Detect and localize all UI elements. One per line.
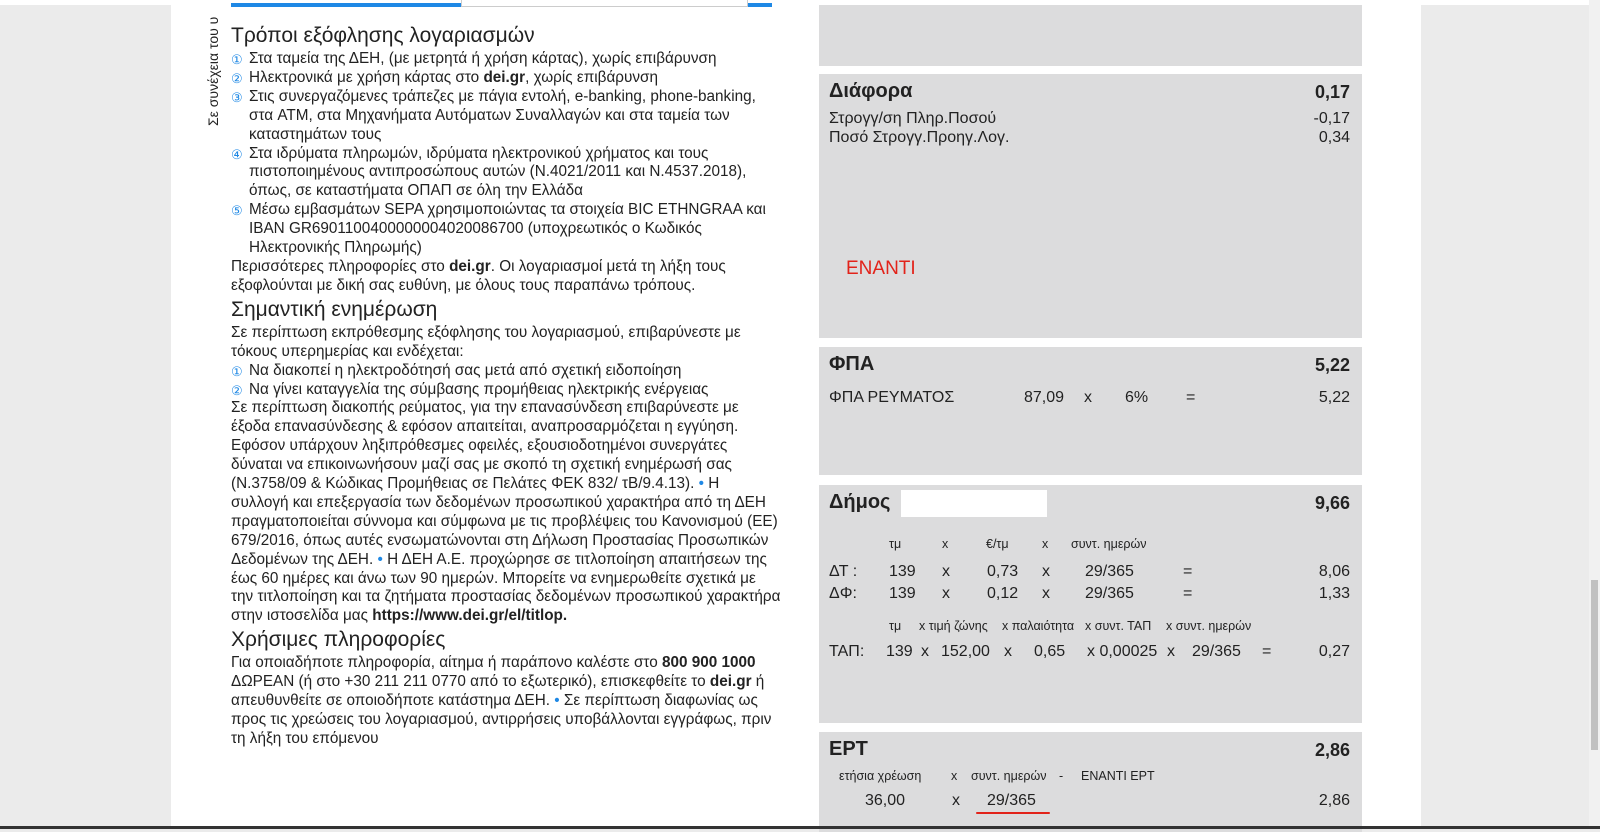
ert-total: 2,86 — [1314, 740, 1350, 760]
ert-days: 29/365 — [987, 792, 1036, 809]
tap-value: 0,27 — [1318, 643, 1350, 660]
scrollbar-thumb[interactable] — [1591, 580, 1598, 750]
df-times: x — [1042, 585, 1050, 602]
payment-method-item — [231, 88, 781, 145]
fpa-title: ΦΠΑ — [829, 353, 875, 375]
df-label: ΔΦ: — [829, 585, 857, 602]
ert-title: ΕΡΤ — [829, 738, 868, 760]
fpa-equals: = — [1186, 389, 1196, 406]
number-badge: ④ — [231, 146, 243, 162]
df-value: 1,33 — [1318, 585, 1350, 602]
redacted-field — [901, 490, 1047, 517]
tap-hdr: x τιμή ζώνης — [919, 619, 988, 633]
payment-method-item — [231, 201, 781, 258]
ert-times: x — [952, 792, 960, 809]
previous-box — [819, 5, 1362, 66]
fpa-total: 5,22 — [1314, 355, 1350, 375]
dt-tm: 139 — [889, 563, 916, 580]
df-equals: = — [1183, 585, 1193, 602]
important-notice-list — [231, 362, 781, 400]
ert-box — [819, 732, 1362, 832]
diafora-title: Διάφορα — [829, 80, 913, 102]
left-column — [231, 22, 781, 749]
tap-label: ΤΑΠ: — [829, 643, 865, 660]
payment-method-item — [231, 145, 781, 202]
tap-coef: x 0,00025 — [1087, 643, 1158, 660]
vertical-scrollbar[interactable] — [1589, 0, 1600, 829]
tap-hdr: x παλαιότητα — [1002, 619, 1075, 633]
diafora-enanti-note: ΕΝΑΝΤΙ — [846, 258, 916, 279]
ert-hdr: ΕΝΑΝΤΙ ΕΡΤ — [1081, 769, 1155, 783]
vertical-note — [205, 0, 225, 130]
tap-age: 0,65 — [1034, 643, 1066, 660]
tap-times: x — [1167, 643, 1175, 660]
dimos-hdr: €/τμ — [986, 537, 1009, 551]
ert-hdr: συντ. ημερών — [971, 769, 1047, 783]
dt-equals: = — [1183, 563, 1193, 580]
tap-tm: 139 — [886, 643, 913, 660]
payment-method-item-text: Στα ταμεία της ΔΕΗ, (με μετρητά ή χρήση κάρτας), χωρίς επιβάρυνση — [249, 50, 717, 67]
important-notice-intro: Σε περίπτωση εκπρόθεσμης εξόφλησης του λογαριασμού, επιβαρύνεστε με τόκους υπερημερίας και ενδέχεται: — [231, 323, 741, 360]
ert-days-underline — [976, 812, 1050, 814]
ert-hdr: x — [951, 769, 958, 783]
tap-hdr: x συντ. ΤΑΠ — [1085, 619, 1152, 633]
fpa-base: 87,09 — [1024, 389, 1065, 406]
diafora-row-value: -0,17 — [1313, 110, 1350, 127]
dimos-hdr: x — [1042, 537, 1049, 551]
dt-times: x — [1042, 563, 1050, 580]
payment-method-item — [231, 50, 781, 69]
df-times: x — [942, 585, 950, 602]
dimos-title: Δήμος — [829, 491, 891, 513]
diafora-box — [819, 74, 1362, 338]
important-notice-body: Σε περίπτωση διακοπής ρεύματος, για την επανασύνδεση επιβαρύνεστε με έξοδα επανασύνδεσης & εφόσον απαιτείται, αναπροσαρμόζεται η εγγύηση. Εφόσον υπάρχουν ληξιπρόθεσμες οφειλές, εξουσιοδοτημένοι συνεργάτες δύναται να επικοινωνήσουν μαζί σας με σκοπό τη σχετική ενημέρωσή σας (Ν.3758/09 & Κώδικας Προμήθειας σε Πελάτες ΦΕΚ 832/ τΒ/9.4.13). • Η συλλογή και επεξεργασία των δεδομένων προσωπικού χαρακτήρα από τη ΔΕΗ πραγματοποιείται σύννομα και σύμφωνα με τις προβλέψεις του Κανονισμού (ΕΕ) 679/2016, όπως αυτές ενσωματώνονται στη Δήλωση Προστασίας Προσωπικών Δεδομένων της ΔΕΗ. • Η ΔΕΗ Α.Ε. προχώρησε σε τιτλοποίηση απαιτήσεων της έως 60 ημέρες και άνω των 90 ημερών. Μπορείτε να ενημερωθείτε σχετικά με την τιτλοποίηση και τα ζητήματα προστασίας δεδομένων προσωπικού χαρακτήρα στην ιστοσελίδα μας https://www.dei.gr/el/titlop. — [231, 399, 781, 625]
tap-times: x — [1004, 643, 1012, 660]
useful-info-body: Για οποιαδήποτε πληροφορία, αίτημα ή παράπονο καλέστε στο 800 900 1000 ΔΩΡΕΑΝ (ή στο +30 211 211 0770 από το εξωτερικό), επισκεφθείτε το dei.gr ή απευθυνθείτε σε οποιοδήποτε κατάστημα ΔΕΗ. • Σε περίπτωση διαφωνίας ως προς τις χρεώσεις του λογαριασμού, αντιρρήσεις υποβάλλονται εγγράφως, πριν τη λήξη του επόμενου — [231, 654, 772, 747]
dt-label: ΔΤ : — [829, 563, 858, 580]
fpa-rate: 6% — [1125, 389, 1149, 406]
notice-item-text: Να γίνει καταγγελία της σύμβασης προμήθειας ηλεκτρικής ενέργειας — [249, 380, 709, 398]
fpa-times: x — [1084, 389, 1092, 406]
number-badge: ② — [231, 382, 243, 398]
diafora-row-label: Στρογγ/ση Πληρ.Ποσού — [829, 110, 997, 127]
ert-hdr: ετήσια χρέωση — [839, 769, 922, 783]
dt-times: x — [942, 563, 950, 580]
dimos-box — [819, 485, 1362, 723]
notice-item-text: Να διακοπεί η ηλεκτροδότησή σας μετά από σχετική ειδοποίηση — [249, 361, 682, 379]
number-badge: ③ — [231, 89, 243, 105]
tap-days: 29/365 — [1192, 643, 1241, 660]
payment-method-item-text: Στα ιδρύματα πληρωμών, ιδρύματα ηλεκτρονικού χρήματος και τους πιστοποιημένους αντιπροσώπους αυτών (Ν.4021/2011 και Ν.4537.2018), όπως, σε καταστήματα ΟΠΑΠ σε όλη την Ελλάδα — [249, 144, 747, 200]
important-notice-title: Σημαντική ενημέρωση — [231, 297, 438, 321]
diafora-row-value: 0,34 — [1318, 129, 1350, 146]
ert-hdr: - — [1059, 769, 1064, 783]
df-days: 29/365 — [1085, 585, 1134, 602]
tap-zone: 152,00 — [941, 643, 990, 660]
tap-equals: = — [1262, 643, 1272, 660]
tap-hdr: x συντ. ημερών — [1166, 619, 1252, 633]
df-tm: 139 — [889, 585, 916, 602]
diafora-row-label: Ποσό Στρογγ.Προηγ.Λογ. — [829, 129, 1010, 146]
fpa-box — [819, 347, 1362, 475]
diafora-total: 0,17 — [1314, 82, 1350, 102]
dimos-hdr: τμ — [889, 537, 902, 551]
number-badge: ⑤ — [231, 203, 243, 219]
vertical-note-text: Σε συνέχεια του υ — [205, 16, 221, 126]
notice-item — [231, 362, 781, 381]
dimos-hdr: x — [942, 537, 949, 551]
tap-times: x — [921, 643, 929, 660]
number-badge: ② — [231, 70, 243, 86]
fpa-value: 5,22 — [1318, 389, 1350, 406]
dt-days: 29/365 — [1085, 563, 1134, 580]
tap-hdr: τμ — [889, 619, 902, 633]
dt-value: 8,06 — [1318, 563, 1350, 580]
ert-annual: 36,00 — [865, 792, 906, 809]
payment-method-item-text: Στις συνεργαζόμενες τράπεζες με πάγια εντολή, e-banking, phone-banking, στα ATM, στα Μηχανήματα Αυτόματων Συναλλαγών και στα ταμεία των καταστημάτων τους — [249, 87, 756, 143]
payment-method-item — [231, 69, 781, 88]
dimos-hdr: συντ. ημερών — [1071, 537, 1147, 551]
payment-method-item-text: Μέσω εμβασμάτων SEPA χρησιμοποιώντας τα στοιχεία BIC ETHNGRAA και IBAN GR6901100400000004020086700 (υποχρεωτικός ο Κωδικός Ηλεκτρονικής Πληρωμής) — [249, 201, 766, 257]
df-rate: 0,12 — [987, 585, 1019, 602]
dt-rate: 0,73 — [987, 563, 1019, 580]
number-badge: ① — [231, 363, 243, 379]
useful-info-title: Χρήσιμες πληροφορίες — [231, 628, 446, 652]
payment-methods-list — [231, 50, 781, 258]
dimos-total: 9,66 — [1314, 493, 1350, 513]
notice-item — [231, 381, 781, 400]
fpa-label: ΦΠΑ ΡΕΥΜΑΤΟΣ — [829, 389, 955, 406]
header-tab — [461, 0, 748, 7]
ert-value: 2,86 — [1318, 792, 1350, 809]
payment-method-item-text: Ηλεκτρονικά με χρήση κάρτας στο dei.gr, χωρίς επιβάρυνση — [249, 68, 658, 86]
number-badge: ① — [231, 52, 243, 67]
payment-more-info: Περισσότερες πληροφορίες στο dei.gr. Οι λογαριασμοί μετά τη λήξη τους εξοφλούνται με δική σας ευθύνη, με όλους τους παραπάνω τρόπους. — [231, 257, 726, 294]
payment-methods-title: Τρόποι εξόφλησης λογαριασμών — [231, 24, 535, 47]
